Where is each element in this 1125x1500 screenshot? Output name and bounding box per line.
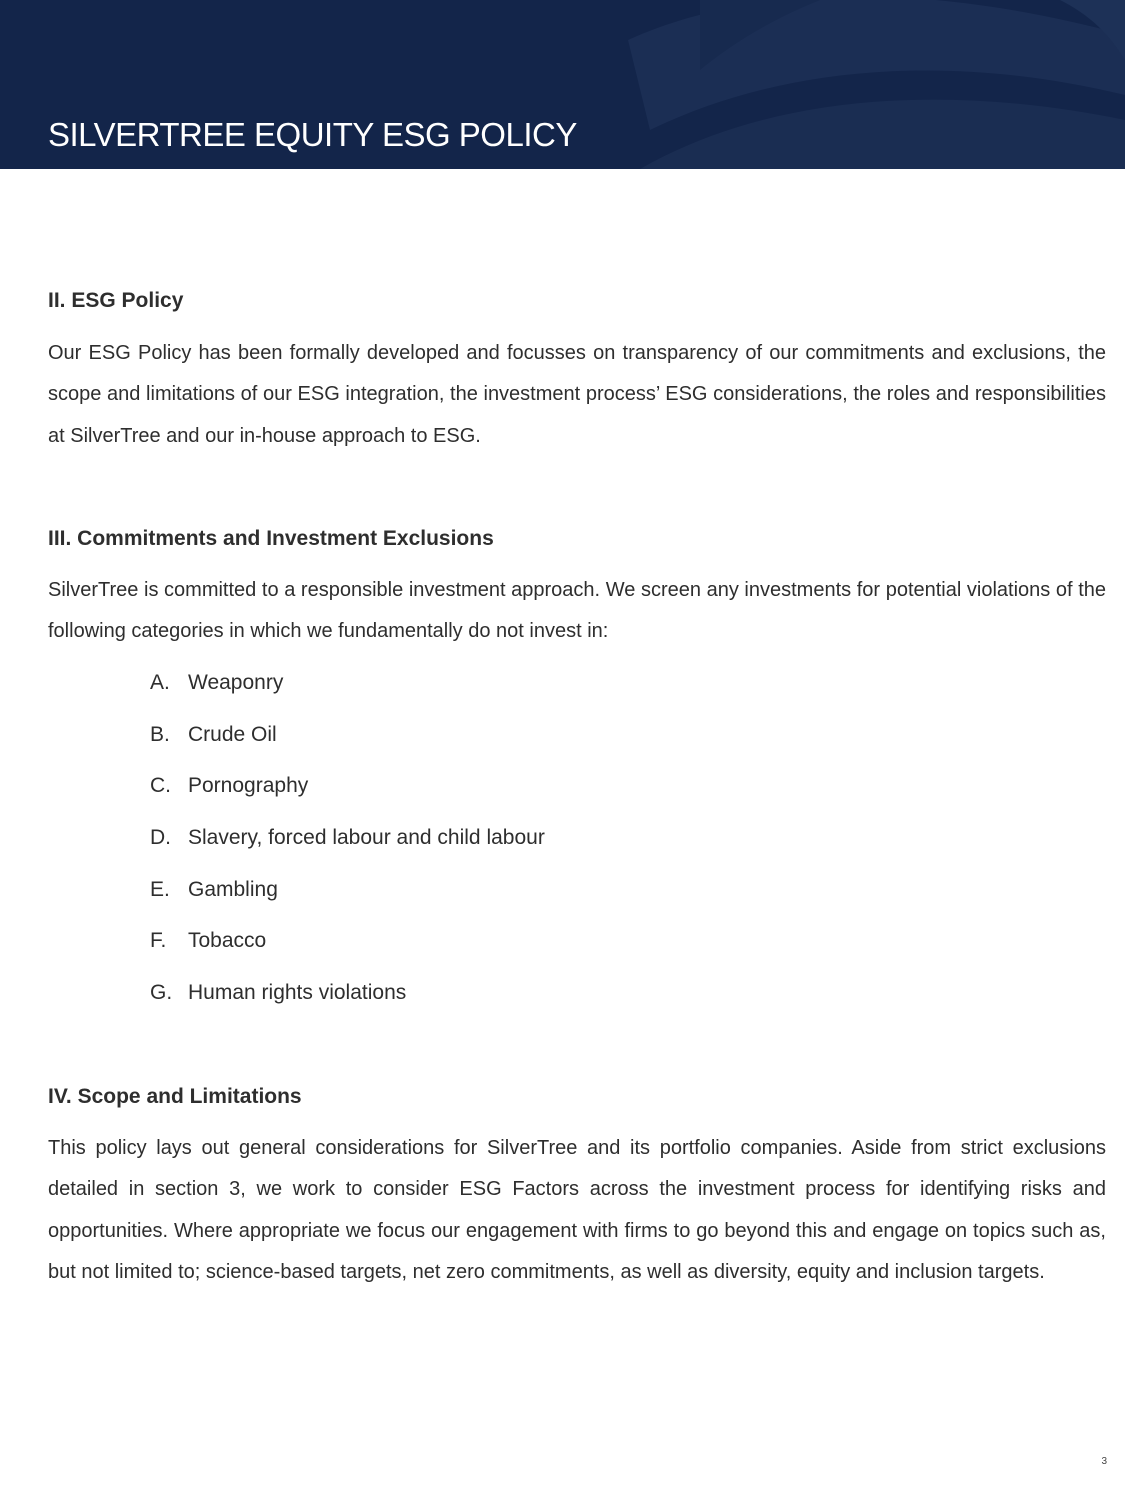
list-item-text: Pornography	[188, 774, 309, 798]
list-item	[150, 975, 545, 1027]
list-item-letter: D.	[150, 826, 171, 850]
section-paragraph-scope: This policy lays out general considerations for SilverTree and its portfolio companies. Aside from strict exclusions detailed in section 3, we work to consider ESG Factors across the investment process for identifying risks and opportunities. Where appropriate we focus our engagement with firms to go beyond this and engage on topics such as, but not limited to; science-based targets, net zero commitments, as well as diversity, equity and inclusion targets.	[48, 1137, 1106, 1283]
section-paragraph-commitments: SilverTree is committed to a responsible investment approach. We screen any investments for potential violations of the following categories in which we fundamentally do not invest in:	[48, 579, 1106, 643]
section-heading-esg-policy: II. ESG Policy	[48, 289, 184, 312]
list-item-text: Slavery, forced labour and child labour	[188, 826, 545, 850]
list-item-letter: E.	[150, 877, 170, 901]
list-item-text: Gambling	[188, 877, 278, 901]
list-item-letter: G.	[150, 981, 173, 1005]
list-item-text: Human rights violations	[188, 981, 407, 1005]
list-item-letter: F.	[150, 929, 167, 953]
section-paragraph-esg-policy: Our ESG Policy has been formally developed and focusses on transparency of our commitments and exclusions, the scope and limitations of our ESG integration, the investment process’ ESG considerations, the roles and responsibilities at SilverTree and our in-house approach to ESG.	[48, 342, 1106, 447]
list-item	[150, 768, 545, 820]
list-item	[150, 820, 545, 872]
header-band	[0, 0, 1125, 169]
exclusion-list	[150, 665, 545, 1027]
list-item-letter: C.	[150, 774, 171, 798]
list-item-letter: A.	[150, 671, 170, 694]
list-item	[150, 872, 545, 924]
list-item	[150, 665, 545, 717]
list-item-letter: B.	[150, 722, 170, 746]
section-heading-commitments: III. Commitments and Investment Exclusions	[48, 527, 494, 550]
list-item-text: Crude Oil	[188, 722, 277, 746]
list-item	[150, 923, 545, 975]
document-title: SILVERTREE EQUITY ESG POLICY	[48, 116, 577, 153]
section-heading-scope: IV. Scope and Limitations	[48, 1085, 302, 1108]
page-number: 3	[1101, 1456, 1107, 1467]
list-item	[150, 717, 545, 769]
list-item-text: Tobacco	[188, 929, 267, 953]
list-item-text: Weaponry	[188, 671, 284, 694]
